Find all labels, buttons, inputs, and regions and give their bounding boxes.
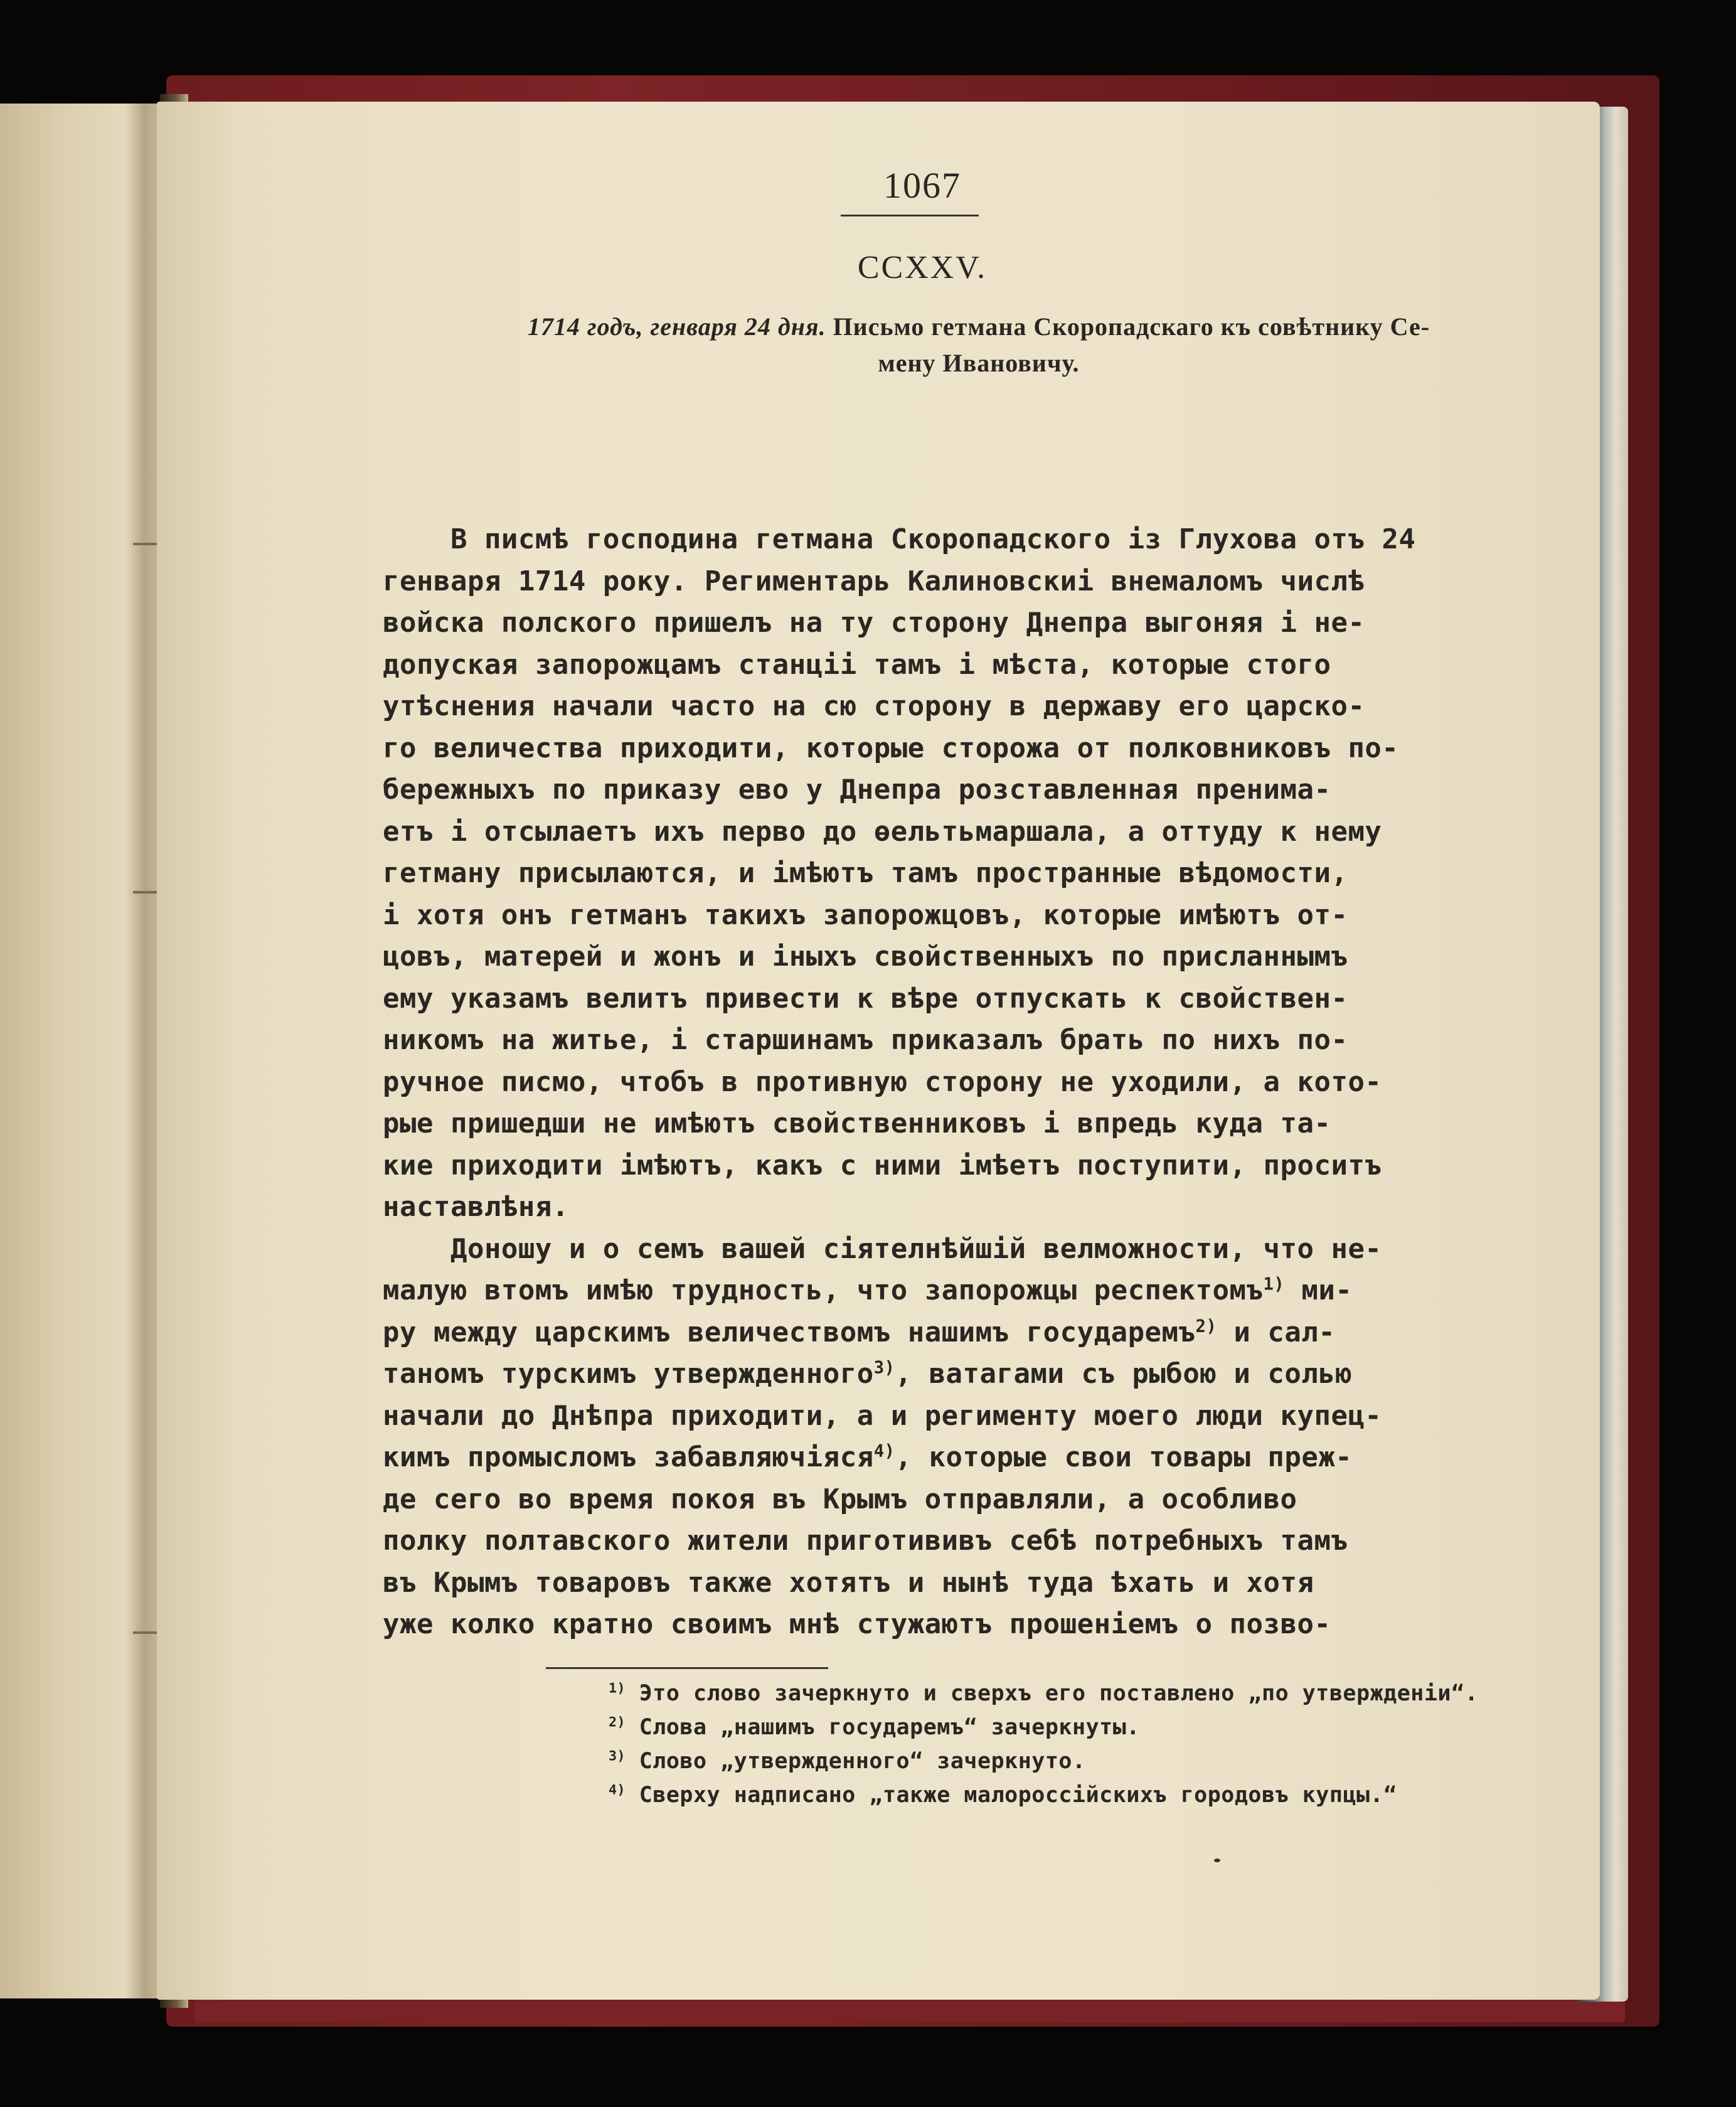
body-line: начали до Днѣпра приходити, а и региментy моего люди купец- [383,1399,1382,1432]
heading-title-line2: мену Ивановичу. [878,349,1080,377]
body-line: рые пришедши не имѣютъ свойственниковъ і впредь куда та- [383,1107,1331,1139]
body-line [383,1437,1625,1479]
body-line: кие приходити імѣютъ, какъ с ними імѣетъ поступити, проситъ [383,1149,1382,1182]
body-line: Доношу и о семъ вашей сіятелнѣйшій велможности, что не- [383,1232,1382,1265]
body-line-text: малую втомъ имѣю трудность, что запорожцы респектомъ [383,1274,1264,1306]
binding-stitch [133,543,158,545]
heading-title-line1: Письмо гетмана Скоропадскаго къ совѣтнику Се- [833,312,1430,341]
footnote-text: Это слово зачеркнуто и сверхъ его поставлено „по утвержденіи“. [626,1681,1479,1706]
body-line: де сего во время покоя въ Крымъ отправляли, а особливо [383,1483,1297,1515]
footnote-text: Слова „нашимъ государемъ“ зачеркнуты. [626,1715,1140,1740]
page-number-rule [841,215,979,216]
body-lines [383,519,1625,1270]
document-number: CCXXV. [857,250,988,285]
footnote-mark: 3) [873,1358,895,1378]
body-line [383,1312,1625,1354]
footnote [609,1778,1612,1812]
body-line: го величества приходити, которые сторожа от полковниковъ по- [383,732,1399,764]
body-line: никомъ на житье, і старшинамъ приказалъ брать по нихъ по- [383,1024,1348,1056]
footnote-number: 4) [609,1782,626,1798]
body-line: въ Крымъ товаровъ также хотятъ и нынѣ туда ѣхать и хотя [383,1566,1314,1599]
page-number: 1067 [883,165,961,206]
body-line-text: таномъ турскимъ утвержденного [383,1358,874,1390]
footnote-mark: 2) [1195,1316,1217,1336]
body-line-text: ми- [1284,1274,1353,1306]
body-line: ему указамъ велитъ привести к вѣре отпускать к свойствен- [383,982,1348,1015]
footnote [609,1677,1612,1710]
body-line: уже колко кратно своимъ мнѣ стужаютъ прошеніемъ о позво- [383,1608,1331,1640]
body-line: войска полского пришелъ на ту сторону Днепра выгоняя і не- [383,607,1365,639]
paper-speck [1214,1859,1220,1862]
footnote-rule [546,1667,828,1669]
body-line-text: ру между царскимъ величествомъ нашимъ государемъ [383,1316,1196,1348]
footnote-number: 3) [609,1748,626,1764]
letter-body [383,519,1625,1646]
document-heading [364,309,1594,381]
book-page [157,102,1600,2000]
footnote-mark: 4) [873,1441,895,1461]
body-line: полку полтавского жители приготививъ себѣ потребныхъ тамъ [383,1525,1348,1557]
body-line-text: , которые свои товары преж- [895,1441,1353,1473]
body-tail-lines [383,1479,1625,1646]
body-line: ручное писмо, чтобъ в противную сторону не уходили, а кото- [383,1065,1382,1098]
body-line [383,1270,1625,1312]
heading-date: 1714 годъ, генваря 24 дня. [527,312,826,341]
footnote-number: 2) [609,1714,626,1731]
footnote-mark: 1) [1263,1274,1285,1294]
body-line: етъ і отсылаетъ ихъ перво до ѳельтьмаршала, а оттуду к нему [383,815,1382,848]
binding-stitch [133,891,158,893]
body-line: допуская запорожцамъ станціі тамъ і мѣста, которые стого [383,648,1331,681]
body-line: цовъ, матерей и жонъ и іныхъ свойственныхъ по присланнымъ [383,941,1348,973]
body-line: бережныхъ по приказу ево у Днепра розставленная пренима- [383,774,1331,806]
body-line: генваря 1714 року. Региментарь Калиновскиі внемаломъ числѣ [383,565,1365,597]
footnote [609,1710,1612,1744]
body-line [383,1353,1625,1395]
footnote-number: 1) [609,1680,626,1697]
body-line-text: и сал- [1217,1316,1336,1348]
footnote [609,1744,1612,1778]
footnotes [609,1677,1612,1812]
footnote-text: Сверху надписано „также малороссійскихъ городовъ купцы.“ [626,1783,1397,1808]
binding-stitch [133,1631,158,1634]
body-line: і хотя онъ гетманъ такихъ запорожцовъ, которые имѣютъ от- [383,899,1348,931]
body-line: утѣснения начали часто на сю сторону в державу его царско- [383,690,1365,722]
body-line: гетману присылаются, и імѣютъ тамъ пространные вѣдомости, [383,857,1348,889]
body-line-text: , ватагами съ рыбою и солью [895,1358,1353,1390]
body-line: В писмѣ господина гетмана Скоропадского із Глухова отъ 24 [383,523,1416,555]
body-line: наставлѣня. [383,1191,569,1223]
body-line-text: кимъ промысломъ забавляючіяся [383,1441,874,1473]
footnote-text: Слово „утвержденного“ зачеркнуто. [626,1749,1086,1774]
